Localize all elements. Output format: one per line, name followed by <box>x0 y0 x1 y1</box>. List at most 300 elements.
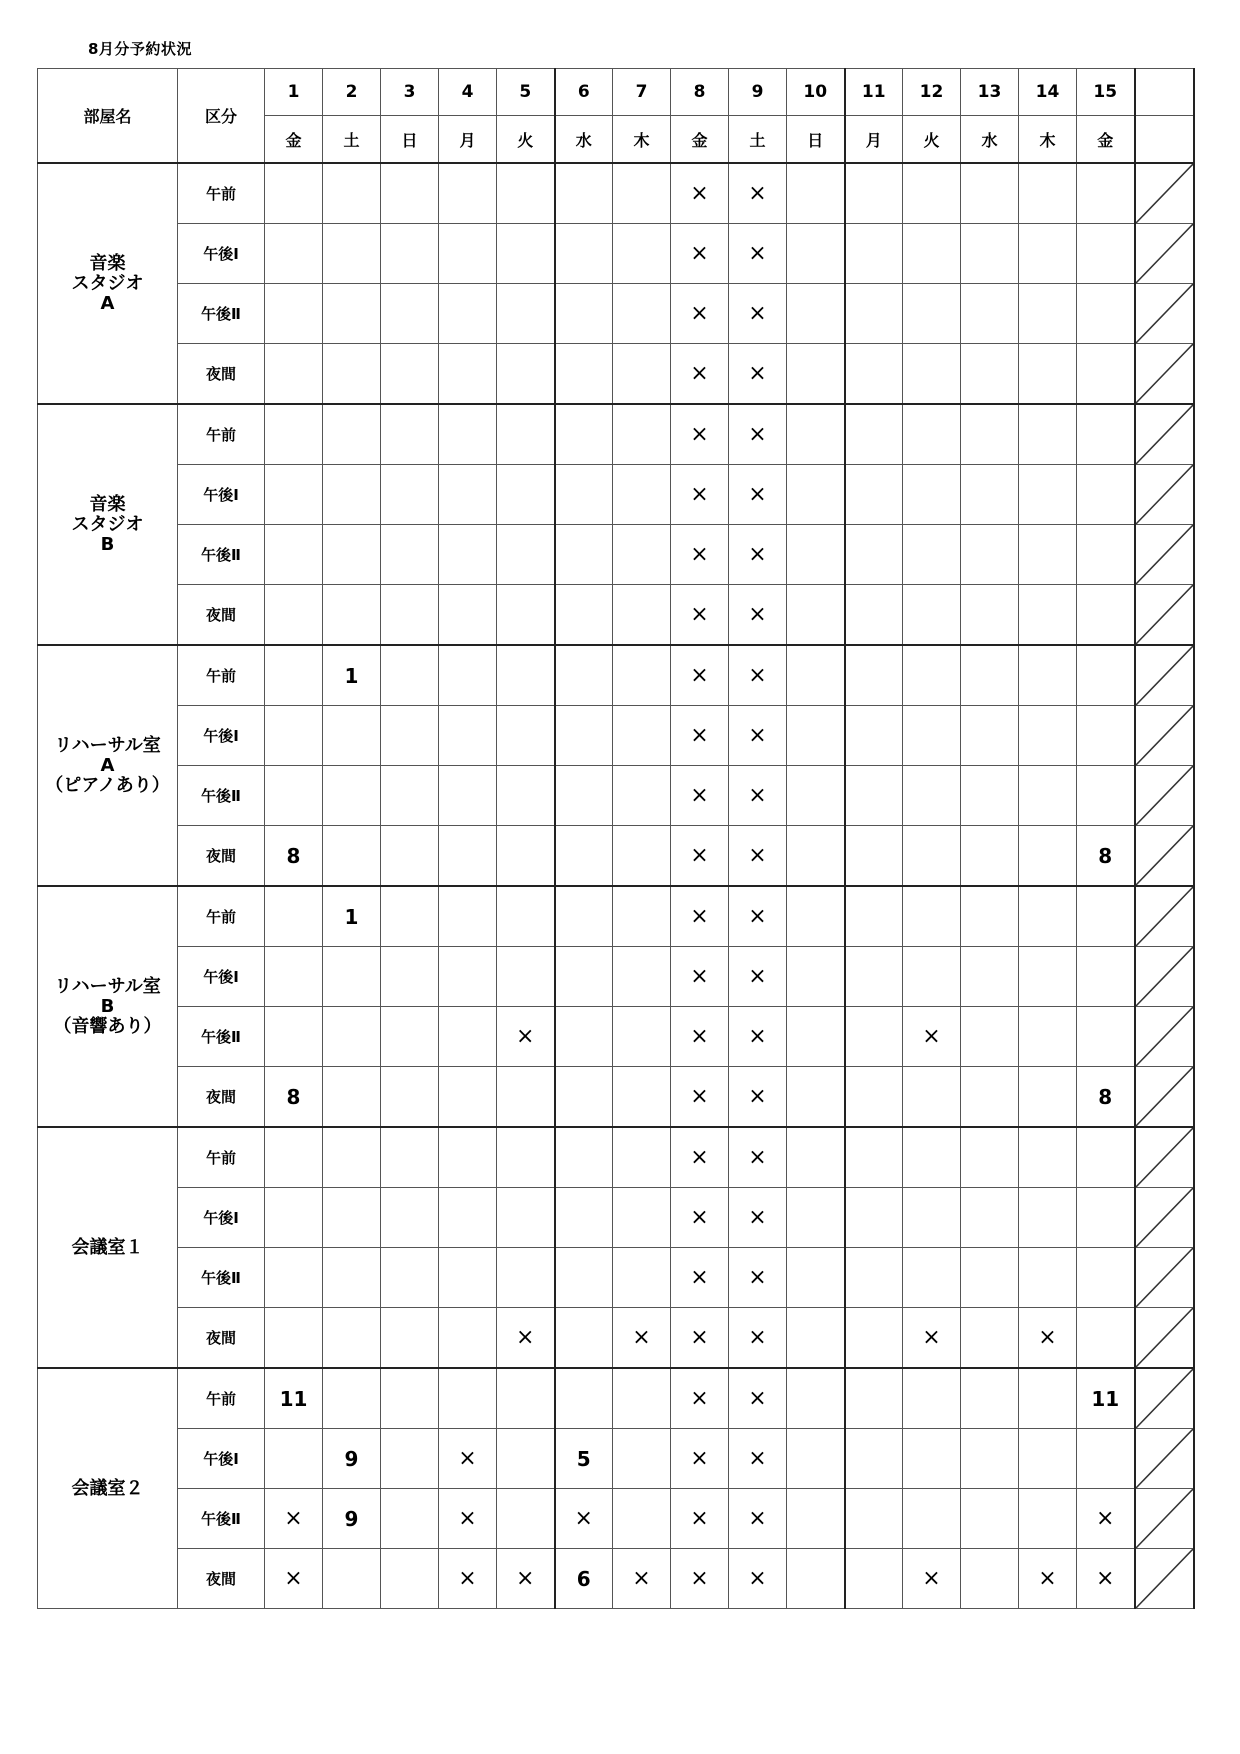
reservation-cell: × <box>729 1188 787 1248</box>
reservation-cell <box>497 404 555 465</box>
reservation-cell <box>1019 1188 1077 1248</box>
reservation-cell <box>787 766 845 826</box>
reservation-cell <box>555 1007 613 1067</box>
reservation-cell <box>381 1368 439 1429</box>
reservation-cell <box>845 766 903 826</box>
reservation-cell <box>961 1308 1019 1369</box>
reservation-cell <box>1077 525 1135 585</box>
period-label: 午前 <box>178 886 265 947</box>
reservation-cell <box>265 1308 323 1369</box>
reservation-cell <box>439 766 497 826</box>
reservation-cell <box>845 1188 903 1248</box>
period-label: 午後Ⅰ <box>178 465 265 525</box>
reservation-cell <box>323 585 381 646</box>
diagonal-slash-icon <box>1136 1429 1193 1488</box>
reservation-cell <box>497 1368 555 1429</box>
reservation-cell <box>613 706 671 766</box>
reservation-cell <box>323 1007 381 1067</box>
reservation-cell <box>961 1188 1019 1248</box>
reservation-cell <box>903 1368 961 1429</box>
blank-header <box>1135 69 1194 116</box>
reservation-cell: × <box>729 886 787 947</box>
reservation-cell: × <box>265 1489 323 1549</box>
diagonal-slash-icon <box>1136 1128 1193 1187</box>
reservation-cell <box>787 465 845 525</box>
reservation-cell <box>555 284 613 344</box>
reservation-cell <box>323 344 381 405</box>
reservation-cell <box>381 706 439 766</box>
reservation-cell: 11 <box>265 1368 323 1429</box>
reservation-cell <box>1019 645 1077 706</box>
reservation-cell <box>381 163 439 224</box>
reservation-cell <box>845 163 903 224</box>
reservation-cell <box>497 1489 555 1549</box>
reservation-cell <box>381 826 439 887</box>
reservation-cell: × <box>729 947 787 1007</box>
reservation-cell <box>323 1067 381 1128</box>
reservation-cell <box>439 886 497 947</box>
reservation-cell: 9 <box>323 1489 381 1549</box>
reservation-cell <box>497 826 555 887</box>
table-row <box>38 1067 1194 1128</box>
reservation-cell <box>497 947 555 1007</box>
reservation-cell: × <box>439 1429 497 1489</box>
reservation-cell: 1 <box>323 886 381 947</box>
reservation-cell <box>613 163 671 224</box>
reservation-cell <box>613 1489 671 1549</box>
reservation-cell <box>555 585 613 646</box>
reservation-cell: 5 <box>555 1429 613 1489</box>
page-title: 8月分予約状況 <box>88 40 192 58</box>
reservation-cell: × <box>671 1188 729 1248</box>
reservation-cell <box>1077 1308 1135 1369</box>
reservation-cell: × <box>671 1067 729 1128</box>
reservation-cell <box>381 1308 439 1369</box>
unavailable-slash-cell <box>1135 886 1194 947</box>
reservation-cell <box>497 1067 555 1128</box>
reservation-cell <box>555 766 613 826</box>
reservation-cell <box>903 886 961 947</box>
reservation-cell <box>787 645 845 706</box>
reservation-cell: × <box>671 585 729 646</box>
day-header: 5 <box>497 69 555 116</box>
reservation-cell <box>1019 1127 1077 1188</box>
period-label: 午後Ⅱ <box>178 525 265 585</box>
reservation-cell <box>787 163 845 224</box>
diagonal-slash-icon <box>1136 766 1193 825</box>
table-row <box>38 465 1194 525</box>
reservation-cell <box>265 465 323 525</box>
weekday-header: 月 <box>845 116 903 164</box>
reservation-cell <box>961 163 1019 224</box>
reservation-cell <box>613 1429 671 1489</box>
reservation-cell <box>961 826 1019 887</box>
reservation-cell: × <box>729 1067 787 1128</box>
reservation-cell <box>845 826 903 887</box>
diagonal-slash-icon <box>1136 826 1193 885</box>
period-label: 午前 <box>178 1127 265 1188</box>
reservation-cell <box>555 1368 613 1429</box>
reservation-cell: × <box>729 1007 787 1067</box>
reservation-cell <box>787 1067 845 1128</box>
unavailable-slash-cell <box>1135 645 1194 706</box>
reservation-cell <box>1019 1489 1077 1549</box>
unavailable-slash-cell <box>1135 1429 1194 1489</box>
period-label: 午後Ⅰ <box>178 947 265 1007</box>
reservation-cell: × <box>671 886 729 947</box>
reservation-cell: × <box>729 766 787 826</box>
reservation-cell <box>497 344 555 405</box>
reservation-cell <box>961 1248 1019 1308</box>
reservation-cell <box>613 284 671 344</box>
reservation-cell <box>961 766 1019 826</box>
reservation-cell <box>439 465 497 525</box>
table-row <box>38 585 1194 646</box>
reservation-cell <box>613 947 671 1007</box>
reservation-cell <box>845 1308 903 1369</box>
period-label: 夜間 <box>178 585 265 646</box>
table-row <box>38 826 1194 887</box>
reservation-cell <box>381 645 439 706</box>
reservation-cell <box>323 826 381 887</box>
reservation-cell <box>439 1007 497 1067</box>
reservation-cell: × <box>729 224 787 284</box>
reservation-cell <box>265 706 323 766</box>
table-row <box>38 766 1194 826</box>
reservation-cell <box>613 344 671 405</box>
reservation-cell: × <box>729 525 787 585</box>
unavailable-slash-cell <box>1135 1188 1194 1248</box>
reservation-cell <box>439 1308 497 1369</box>
table-row <box>38 224 1194 284</box>
diagonal-slash-icon <box>1136 1067 1193 1126</box>
reservation-cell: × <box>729 404 787 465</box>
reservation-cell <box>787 585 845 646</box>
reservation-cell <box>439 1127 497 1188</box>
weekday-header: 土 <box>323 116 381 164</box>
reservation-cell: × <box>671 947 729 1007</box>
reservation-cell: × <box>671 826 729 887</box>
table-row <box>38 1188 1194 1248</box>
reservation-cell <box>497 465 555 525</box>
reservation-cell: × <box>439 1549 497 1609</box>
reservation-cell <box>845 525 903 585</box>
reservation-cell <box>903 1188 961 1248</box>
reservation-cell <box>845 344 903 405</box>
reservation-cell <box>1019 706 1077 766</box>
weekday-header: 水 <box>961 116 1019 164</box>
reservation-cell <box>1077 1127 1135 1188</box>
reservation-cell <box>323 1308 381 1369</box>
reservation-cell <box>497 1188 555 1248</box>
reservation-cell: × <box>671 1248 729 1308</box>
reservation-cell <box>787 344 845 405</box>
reservation-cell <box>961 1067 1019 1128</box>
day-header: 8 <box>671 69 729 116</box>
reservation-cell: × <box>729 1308 787 1369</box>
reservation-cell <box>381 284 439 344</box>
weekday-header: 水 <box>555 116 613 164</box>
day-header: 6 <box>555 69 613 116</box>
reservation-cell <box>265 766 323 826</box>
reservation-cell: 1 <box>323 645 381 706</box>
reservation-cell <box>787 1308 845 1369</box>
reservation-cell <box>787 1549 845 1609</box>
kubun-header: 区分 <box>178 69 265 164</box>
weekday-header: 火 <box>903 116 961 164</box>
unavailable-slash-cell <box>1135 1127 1194 1188</box>
reservation-cell <box>1019 465 1077 525</box>
reservation-cell <box>265 284 323 344</box>
reservation-cell <box>903 706 961 766</box>
reservation-cell: × <box>671 1308 729 1369</box>
reservation-cell <box>1019 886 1077 947</box>
unavailable-slash-cell <box>1135 585 1194 646</box>
reservation-cell <box>961 1007 1019 1067</box>
reservation-cell <box>961 1489 1019 1549</box>
reservation-cell <box>903 163 961 224</box>
unavailable-slash-cell <box>1135 1549 1194 1609</box>
reservation-cell: × <box>671 344 729 405</box>
day-header: 10 <box>787 69 845 116</box>
table-row <box>38 947 1194 1007</box>
reservation-cell <box>265 1007 323 1067</box>
reservation-cell <box>323 525 381 585</box>
room-name: 会議室１ <box>38 1127 178 1368</box>
reservation-cell <box>323 1248 381 1308</box>
reservation-cell <box>613 1368 671 1429</box>
unavailable-slash-cell <box>1135 766 1194 826</box>
weekday-header: 土 <box>729 116 787 164</box>
reservation-cell <box>381 1188 439 1248</box>
diagonal-slash-icon <box>1136 1007 1193 1066</box>
reservation-cell: × <box>671 1429 729 1489</box>
reservation-cell <box>555 1188 613 1248</box>
reservation-cell <box>787 284 845 344</box>
reservation-cell <box>555 344 613 405</box>
reservation-cell <box>497 1127 555 1188</box>
reservation-cell <box>1019 585 1077 646</box>
reservation-cell <box>961 585 1019 646</box>
period-label: 夜間 <box>178 1549 265 1609</box>
diagonal-slash-icon <box>1136 284 1193 343</box>
blank-header <box>1135 116 1194 164</box>
reservation-cell <box>1019 344 1077 405</box>
period-label: 午後Ⅰ <box>178 1429 265 1489</box>
reservation-cell <box>497 766 555 826</box>
reservation-cell <box>845 284 903 344</box>
table-row <box>38 1248 1194 1308</box>
reservation-cell <box>903 525 961 585</box>
reservation-cell <box>381 525 439 585</box>
reservation-cell <box>1019 826 1077 887</box>
table-row <box>38 1549 1194 1609</box>
reservation-cell <box>381 1248 439 1308</box>
reservation-cell <box>439 404 497 465</box>
period-label: 午前 <box>178 163 265 224</box>
reservation-cell <box>845 1429 903 1489</box>
table-row <box>38 284 1194 344</box>
period-label: 午後Ⅰ <box>178 706 265 766</box>
weekday-header: 月 <box>439 116 497 164</box>
reservation-cell: × <box>671 1368 729 1429</box>
reservation-cell <box>787 1007 845 1067</box>
unavailable-slash-cell <box>1135 465 1194 525</box>
reservation-cell <box>497 525 555 585</box>
reservation-cell <box>845 1127 903 1188</box>
reservation-cell <box>323 947 381 1007</box>
diagonal-slash-icon <box>1136 224 1193 283</box>
unavailable-slash-cell <box>1135 947 1194 1007</box>
reservation-cell <box>555 224 613 284</box>
table-row <box>38 706 1194 766</box>
reservation-cell <box>555 404 613 465</box>
reservation-cell <box>381 886 439 947</box>
reservation-cell: 8 <box>265 1067 323 1128</box>
reservation-cell <box>439 224 497 284</box>
diagonal-slash-icon <box>1136 1188 1193 1247</box>
reservation-cell: × <box>671 766 729 826</box>
reservation-cell <box>381 1489 439 1549</box>
reservation-cell <box>1019 404 1077 465</box>
reservation-cell <box>265 163 323 224</box>
day-header: 14 <box>1019 69 1077 116</box>
reservation-cell <box>381 1067 439 1128</box>
reservation-cell <box>845 1549 903 1609</box>
reservation-cell <box>439 826 497 887</box>
period-label: 午前 <box>178 1368 265 1429</box>
period-label: 午後Ⅱ <box>178 1489 265 1549</box>
unavailable-slash-cell <box>1135 224 1194 284</box>
diagonal-slash-icon <box>1136 1489 1193 1548</box>
reservation-cell <box>787 1429 845 1489</box>
reservation-cell <box>903 1248 961 1308</box>
unavailable-slash-cell <box>1135 1308 1194 1369</box>
day-header: 15 <box>1077 69 1135 116</box>
reservation-cell <box>323 284 381 344</box>
reservation-cell: × <box>903 1549 961 1609</box>
reservation-cell <box>1019 1248 1077 1308</box>
reservation-cell <box>1077 1007 1135 1067</box>
reservation-cell <box>555 645 613 706</box>
reservation-cell <box>265 1188 323 1248</box>
table-row <box>38 525 1194 585</box>
reservation-cell <box>1019 947 1077 1007</box>
reservation-cell <box>613 404 671 465</box>
reservation-cell <box>845 1067 903 1128</box>
reservation-cell <box>613 1067 671 1128</box>
reservation-cell <box>845 706 903 766</box>
reservation-cell <box>1019 284 1077 344</box>
reservation-cell <box>555 1127 613 1188</box>
table-row <box>38 1308 1194 1369</box>
reservation-cell <box>1077 284 1135 344</box>
reservation-cell <box>961 1368 1019 1429</box>
reservation-cell <box>497 886 555 947</box>
reservation-cell <box>903 284 961 344</box>
reservation-cell <box>497 645 555 706</box>
reservation-cell <box>787 1248 845 1308</box>
reservation-cell <box>787 224 845 284</box>
reservation-cell <box>903 1127 961 1188</box>
reservation-cell <box>265 344 323 405</box>
reservation-cell <box>323 1188 381 1248</box>
reservation-cell <box>265 585 323 646</box>
diagonal-slash-icon <box>1136 585 1193 644</box>
reservation-cell <box>381 1429 439 1489</box>
schedule-body <box>38 163 1194 1609</box>
reservation-cell <box>497 706 555 766</box>
reservation-cell <box>1019 224 1077 284</box>
reservation-cell <box>265 1127 323 1188</box>
day-header: 3 <box>381 69 439 116</box>
reservation-cell <box>1077 706 1135 766</box>
unavailable-slash-cell <box>1135 826 1194 887</box>
reservation-cell: × <box>729 1429 787 1489</box>
reservation-cell <box>1077 1188 1135 1248</box>
reservation-cell: 9 <box>323 1429 381 1489</box>
reservation-cell <box>1019 1368 1077 1429</box>
reservation-cell <box>555 525 613 585</box>
reservation-cell: × <box>439 1489 497 1549</box>
reservation-cell <box>903 1489 961 1549</box>
reservation-cell <box>613 1248 671 1308</box>
diagonal-slash-icon <box>1136 1369 1193 1428</box>
reservation-cell <box>439 344 497 405</box>
reservation-cell <box>497 284 555 344</box>
reservation-cell <box>439 1368 497 1429</box>
weekday-header: 火 <box>497 116 555 164</box>
reservation-cell <box>787 947 845 1007</box>
room-name: 音楽 スタジオ B <box>38 404 178 645</box>
period-label: 午後Ⅱ <box>178 1007 265 1067</box>
reservation-cell <box>1077 1248 1135 1308</box>
reservation-cell <box>845 645 903 706</box>
reservation-cell <box>439 947 497 1007</box>
reservation-cell <box>555 826 613 887</box>
reservation-cell: × <box>729 1248 787 1308</box>
reservation-cell <box>613 1127 671 1188</box>
reservation-cell: × <box>671 1127 729 1188</box>
reservation-cell <box>265 1248 323 1308</box>
period-label: 午後Ⅱ <box>178 1248 265 1308</box>
reservation-cell: × <box>1077 1489 1135 1549</box>
diagonal-slash-icon <box>1136 405 1193 464</box>
reservation-cell <box>845 1248 903 1308</box>
reservation-cell <box>497 163 555 224</box>
reservation-cell <box>787 1368 845 1429</box>
reservation-cell <box>1077 1429 1135 1489</box>
day-header: 9 <box>729 69 787 116</box>
reservation-cell <box>1077 465 1135 525</box>
weekday-header: 金 <box>671 116 729 164</box>
weekday-header: 日 <box>787 116 845 164</box>
reservation-cell <box>613 224 671 284</box>
reservation-cell <box>323 1549 381 1609</box>
reservation-cell <box>1077 224 1135 284</box>
reservation-cell <box>323 1127 381 1188</box>
weekday-header: 木 <box>613 116 671 164</box>
reservation-cell: × <box>265 1549 323 1609</box>
reservation-cell <box>381 585 439 646</box>
room-name-header: 部屋名 <box>38 69 178 164</box>
reservation-cell: × <box>671 465 729 525</box>
period-label: 午後Ⅱ <box>178 766 265 826</box>
reservation-cell <box>903 1067 961 1128</box>
reservation-cell: × <box>671 1007 729 1067</box>
reservation-table <box>37 68 1195 1609</box>
period-label: 午後Ⅱ <box>178 284 265 344</box>
